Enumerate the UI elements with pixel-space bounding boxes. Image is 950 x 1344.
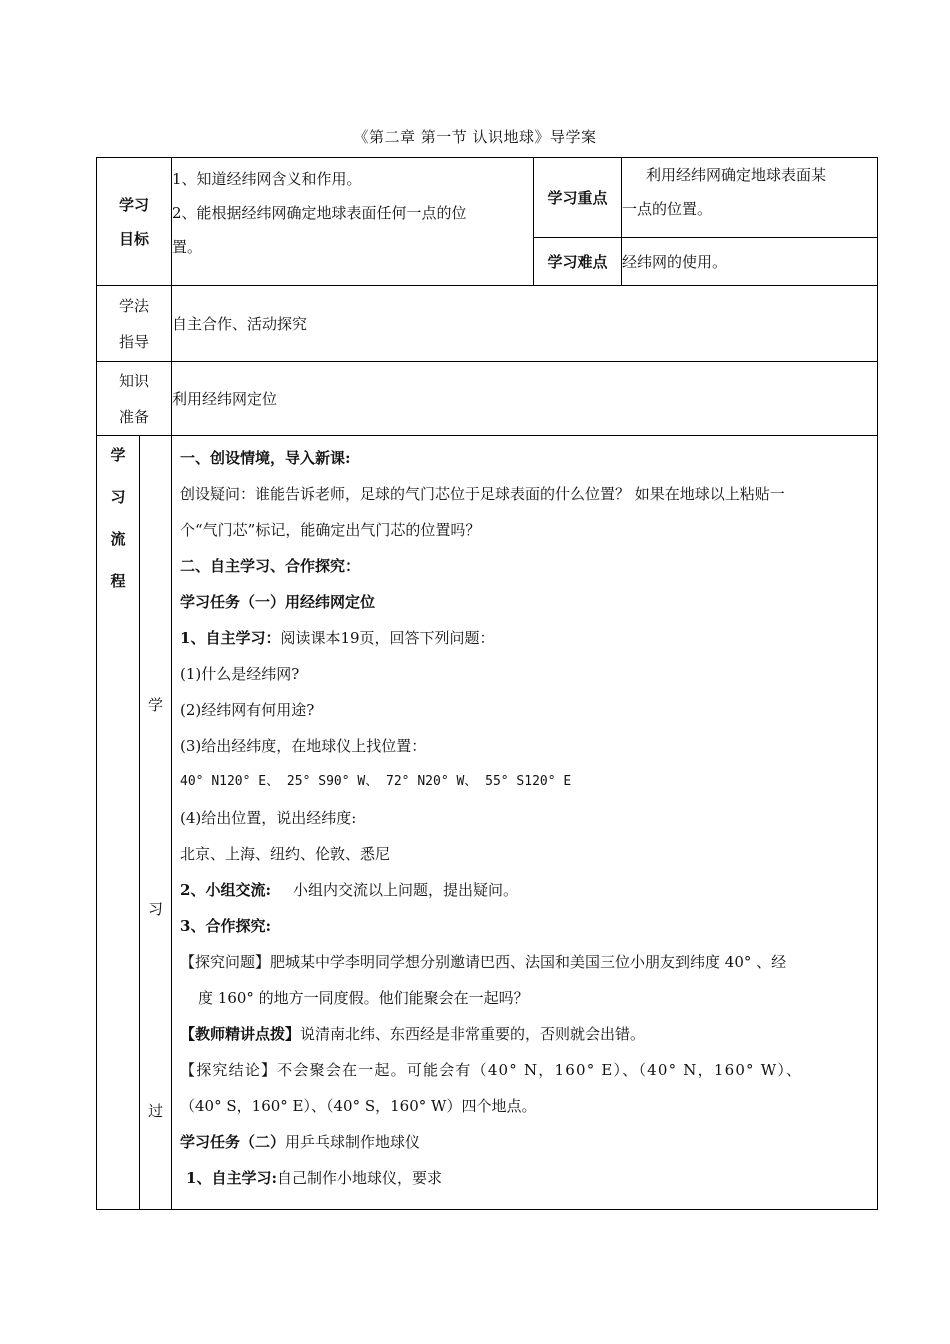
teacher-note-text: 说清南北纬、东西经是非常重要的，否则就会出错。 <box>300 1025 646 1043</box>
task-2-heading <box>180 1124 869 1160</box>
task-2-self-study-label: 1、自主学习: <box>186 1169 277 1187</box>
focus-text-line2: 一点的位置。 <box>622 200 713 218</box>
teacher-note <box>180 1016 869 1052</box>
flow-label-char: 程 <box>110 572 126 590</box>
process-label <box>140 436 172 1210</box>
flow-label-char: 习 <box>110 488 126 506</box>
task-2-heading-text: 用乒乓球制作地球仪 <box>285 1133 421 1151</box>
focus-label: 学习重点 <box>534 158 622 238</box>
question-1: (1)什么是经纬网? <box>180 665 300 683</box>
group-exchange-text: 小组内交流以上问题，提出疑问。 <box>293 881 519 899</box>
section-2-heading: 二、自主学习、合作探究： <box>180 557 361 575</box>
document-title: 《第二章 第一节 认识地球》导学案 <box>353 128 597 146</box>
task-1-self-study <box>180 620 869 656</box>
task-2-heading-label: 学习任务（二） <box>180 1133 286 1151</box>
goals-content <box>172 158 534 286</box>
coordinates-list: 40° N120° E、 25° S90° W、 72° N20° W、 55° S120° E <box>180 774 572 789</box>
flow-label-char: 流 <box>110 530 126 548</box>
focus-content <box>622 158 878 238</box>
conclusion-b: （40° S，160° E）、（40° S，160° W）四个地点。 <box>180 1097 537 1115</box>
process-label-char: 习 <box>148 900 164 918</box>
question-4: (4)给出位置，说出经纬度: <box>180 809 357 827</box>
section-1-text-a: 创设疑问：谁能告诉老师，足球的气门芯位于足球表面的什么位置？ 如果在地球以上粘贴一 <box>180 485 785 503</box>
process-label-char: 过 <box>148 1102 164 1120</box>
group-exchange-label: 2、小组交流: <box>180 881 271 899</box>
inquiry-question-a: 【探究问题】肥城某中学李明同学想分别邀请巴西、法国和美国三位小朋友到纬度 40° 、经 <box>180 953 787 971</box>
study-plan-table <box>96 157 878 1210</box>
section-1-heading: 一、创设情境，导入新课: <box>180 449 351 467</box>
question-2: (2)经纬网有何用途? <box>180 701 315 719</box>
focus-text-line1: 利用经纬网确定地球表面某 <box>646 166 827 184</box>
difficulty-content: 经纬网的使用。 <box>622 238 878 286</box>
flow-label-char: 学 <box>110 446 126 464</box>
method-content: 自主合作、活动探究 <box>172 286 878 362</box>
method-label-line2: 指导 <box>119 332 150 351</box>
goals-label-line2: 目标 <box>119 229 150 248</box>
group-exchange <box>180 872 869 908</box>
places-list: 北京、上海、纽约、伦敦、悉尼 <box>180 845 391 863</box>
task-1-heading: 学习任务（一）用经纬网定位 <box>180 593 376 611</box>
process-label-char: 学 <box>148 696 164 714</box>
knowledge-content: 利用经纬网定位 <box>172 362 878 436</box>
task-1-self-study-text: 阅读课本19页，回答下列问题： <box>280 629 495 647</box>
method-label-line1: 学法 <box>119 296 150 315</box>
task-1-self-study-label: 1、自主学习： <box>180 629 281 647</box>
section-1-text-b: 个“气门芯”标记，能确定出气门芯的位置吗？ <box>180 521 481 539</box>
inquiry-question-b: 度 160° 的地方一同度假。他们能聚会在一起吗？ <box>198 989 529 1007</box>
goal-item-2-cont: 置。 <box>172 238 203 256</box>
task-2-self-study <box>180 1160 869 1196</box>
flow-content <box>172 436 878 1210</box>
difficulty-label: 学习难点 <box>534 238 622 286</box>
goal-item-2: 2、能根据经纬网确定地球表面任何一点的位 <box>172 204 467 222</box>
task-2-self-study-text: 自己制作小地球仪，要求 <box>277 1169 443 1187</box>
knowledge-label <box>97 362 172 436</box>
knowledge-label-line1: 知识 <box>119 371 150 390</box>
flow-label <box>97 436 140 1210</box>
goals-label <box>97 158 172 286</box>
teacher-note-label: 【教师精讲点拨】 <box>180 1025 301 1043</box>
cooperative-inquiry-label: 3、合作探究: <box>180 917 271 935</box>
question-3: (3)给出经纬度，在地球仪上找位置： <box>180 737 427 755</box>
conclusion-a: 【探究结论】不会聚会在一起。可能会有（40° N，160° E）、（40° N，160° W）、 <box>180 1061 803 1079</box>
goals-label-line1: 学习 <box>119 195 150 214</box>
goal-item-1: 1、知道经纬网含义和作用。 <box>172 170 362 188</box>
method-label <box>97 286 172 362</box>
knowledge-label-line2: 准备 <box>119 407 150 426</box>
